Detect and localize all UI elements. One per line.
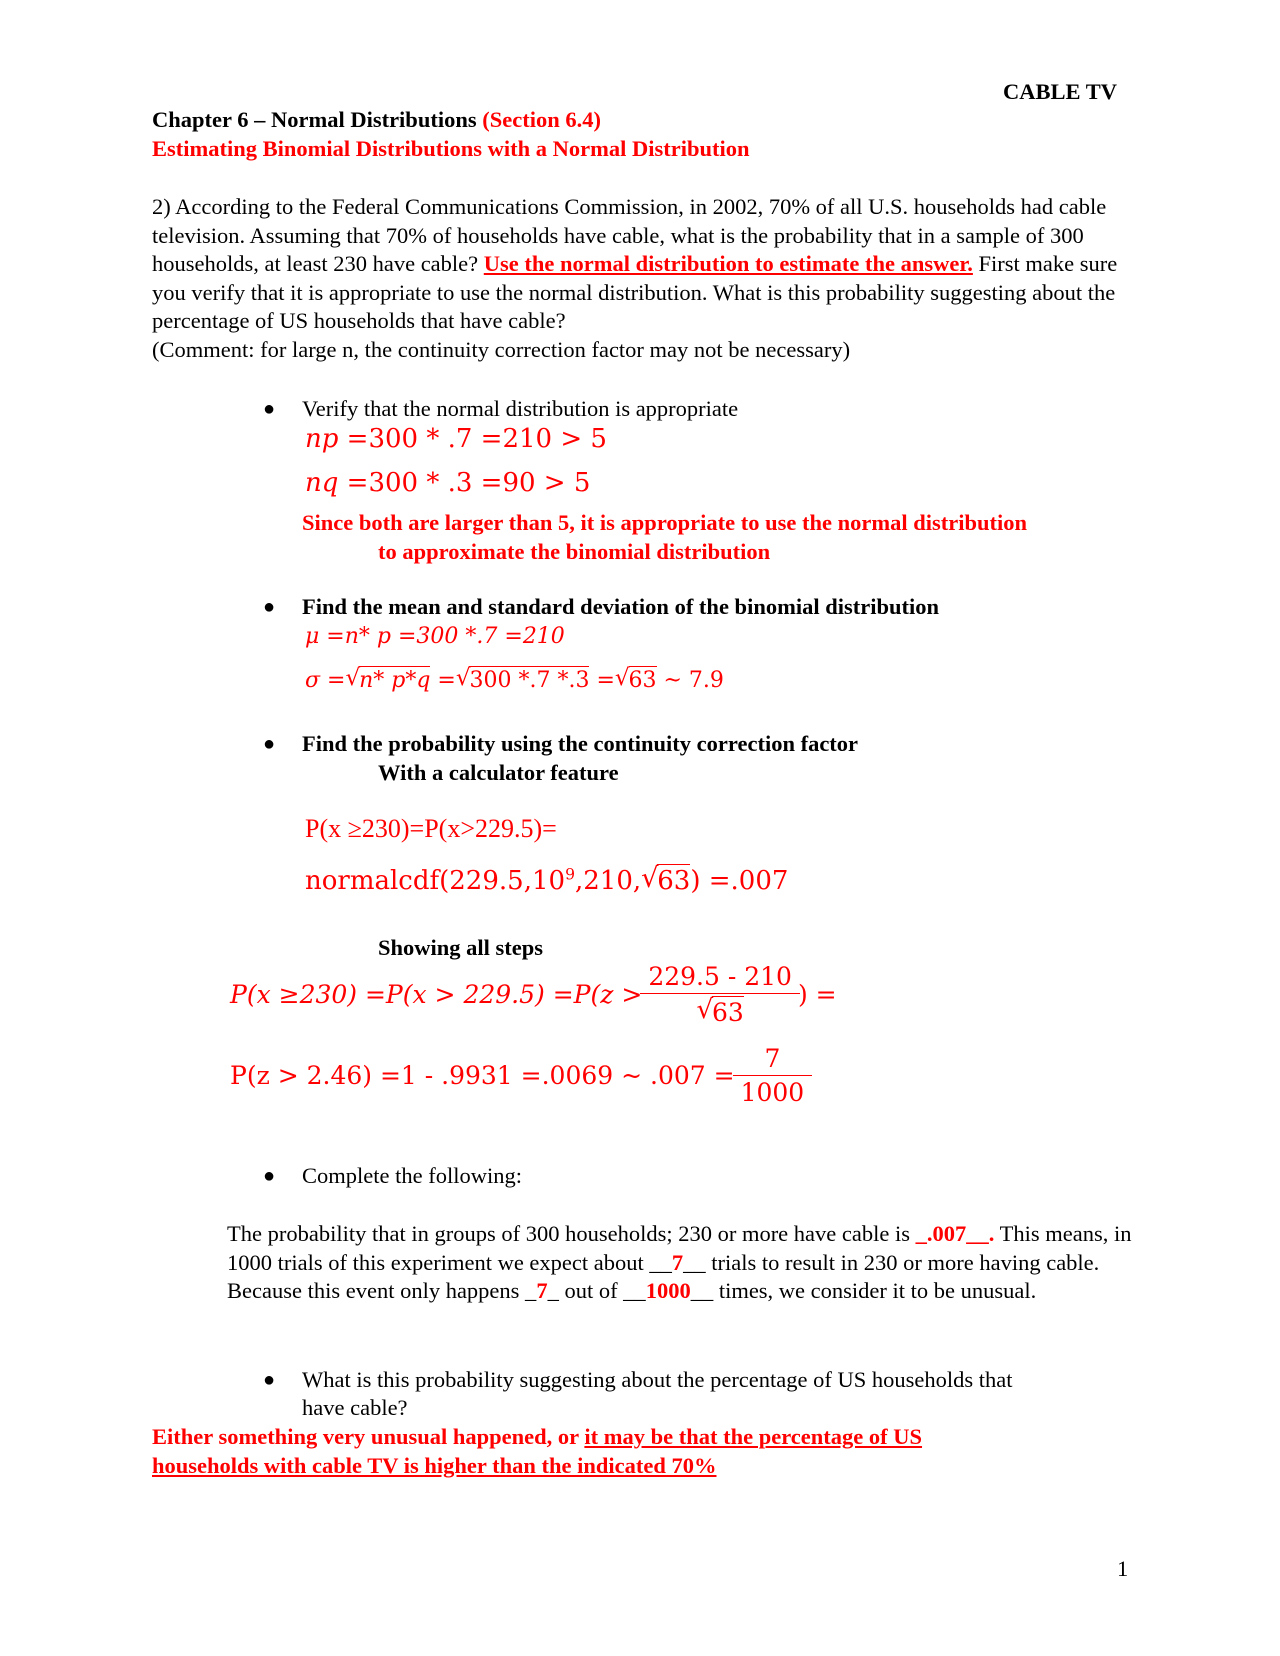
answer-count: 7	[536, 1278, 548, 1304]
answer-probability: _.007__.	[915, 1221, 995, 1246]
np-rhs: =300 * .7 =210 > 5	[338, 424, 607, 454]
result-fraction	[737, 1044, 809, 1107]
sqrt-npq: √ n* p*q	[345, 664, 431, 693]
completion-text: The probability that in groups of 300 households; 230 or more have cable is	[227, 1221, 916, 1246]
bullet-1-label: Verify that the normal distribution is appropriate	[302, 396, 739, 421]
section-label: (Section 6.4)	[482, 107, 601, 132]
sd-equation	[305, 666, 724, 693]
bullet-icon: ●	[263, 398, 276, 420]
fraction-denominator: 1000	[733, 1075, 813, 1107]
bullet-3-sublabel: With a calculator feature	[378, 760, 619, 785]
nq-rhs: =300 * .3 =90 > 5	[338, 468, 591, 498]
z-score-fraction	[644, 962, 796, 1027]
np-lhs: np	[305, 424, 339, 454]
radicand-63: 63	[628, 668, 657, 693]
completion-text: __ trials to result in 230 or more having cable. Because this event only happens _	[227, 1249, 1100, 1304]
mu-symbol: μ	[305, 624, 320, 649]
answer-plain: Either something very unusual happened, or	[152, 1424, 585, 1449]
steps-label: Showing all steps	[378, 935, 544, 960]
answer-expected-trials: 7	[671, 1249, 684, 1275]
problem-text-after: First make sure you verify that it is appropriate to use the normal distribution. What is this probability suggesting about the percentage of US households that have cable?	[152, 251, 1118, 334]
bullet-4-label: Complete the following:	[302, 1163, 522, 1188]
fraction-denominator: √ 63	[640, 993, 800, 1027]
equals: =	[430, 668, 456, 693]
problem-text-before: 2) According to the Federal Communications Commission, in 2002, 70% of all U.S. households had cable television. Assuming that 70% of households have cable, what is the probability that in a sample of 300 households, at least 230 have cable?	[152, 194, 1107, 277]
np-equation	[305, 424, 607, 454]
exponent: 9	[565, 865, 575, 884]
conclusion-line-2: to approximate the binomial distribution	[378, 539, 771, 564]
bullet-icon: ●	[263, 596, 276, 618]
completion-text: This means, in 1000 trials of this experiment we expect about __	[227, 1221, 1132, 1275]
equals: =	[320, 668, 346, 693]
bullet-2-label: Find the mean and standard deviation of the binomial distribution	[302, 594, 939, 619]
fraction-numerator: 7	[764, 1044, 781, 1073]
bullet-5-label-line-1: What is this probability suggesting about the percentage of US households that	[302, 1367, 1013, 1392]
bullet-3-label: Find the probability using the continuity correction factor	[302, 731, 859, 756]
sd-approx: ~ 7.9	[656, 668, 724, 693]
sqrt-values: √ 300 *.7 *.3	[455, 664, 590, 693]
sigma-symbol: σ	[305, 668, 321, 693]
step-2-equation	[230, 1044, 810, 1107]
radicand: 63	[657, 866, 691, 896]
completion-paragraph	[227, 1220, 1142, 1306]
equals: =	[589, 668, 615, 693]
sqrt-63: √ 63	[614, 664, 657, 693]
nq-equation	[305, 468, 590, 498]
conclusion-line-1: Since both are larger than 5, it is appropriate to use the normal distribution	[302, 510, 1028, 535]
problem-statement	[152, 193, 1137, 365]
final-answer	[152, 1423, 1032, 1480]
completion-text: __ times, we consider it to be unusual.	[690, 1278, 1037, 1304]
running-header: CABLE TV	[1003, 79, 1117, 104]
sqrt-63: √ 63	[641, 862, 691, 896]
calc-line-2	[305, 864, 788, 896]
bullet-icon: ●	[263, 1165, 276, 1187]
radicand: 63	[711, 998, 744, 1027]
answer-total: 1000	[645, 1278, 691, 1304]
radicand-npq: n* p*q	[359, 668, 431, 693]
answer-underlined: it may be that the percentage of US households with cable TV is higher than the indicated 70%	[152, 1424, 923, 1478]
step-1-equation	[230, 962, 837, 1027]
nq-lhs: nq	[305, 468, 339, 498]
bullet-5-label-line-2: have cable?	[302, 1395, 408, 1420]
subtitle: Estimating Binomial Distributions with a Normal Distribution	[152, 136, 750, 161]
fraction-numerator: 229.5 - 210	[648, 962, 792, 991]
chapter-label: Chapter 6 – Normal Distributions	[152, 107, 483, 132]
problem-comment: (Comment: for large n, the continuity correction factor may not be necessary)	[152, 336, 851, 362]
step-1-suffix: ) =	[797, 980, 837, 1009]
step-1-prefix: P(x ≥230) =P(x > 229.5) =P(z >	[230, 980, 643, 1009]
normalcdf-mean: ,210,	[574, 866, 642, 896]
mean-equation	[305, 624, 565, 649]
problem-instruction: Use the normal distribution to estimate the answer.	[483, 251, 973, 277]
page-number: 1	[1117, 1556, 1129, 1581]
radicand-values: 300 *.7 *.3	[469, 668, 590, 693]
chapter-title	[152, 106, 601, 135]
mean-expression: =n* p =300 *.7 =210	[319, 624, 565, 649]
calc-line-1: P(x ≥230)=P(x>229.5)=	[305, 814, 557, 843]
bullet-icon: ●	[263, 733, 276, 755]
normalcdf-prefix: normalcdf(229.5,10	[305, 866, 566, 896]
bullet-icon: ●	[263, 1369, 276, 1391]
normalcdf-result: ) =.007	[690, 866, 789, 896]
step-2-prefix: P(z > 2.46) =1 - .9931 =.0069 ~ .007 =	[230, 1061, 735, 1090]
completion-text: _ out of __	[547, 1278, 646, 1304]
